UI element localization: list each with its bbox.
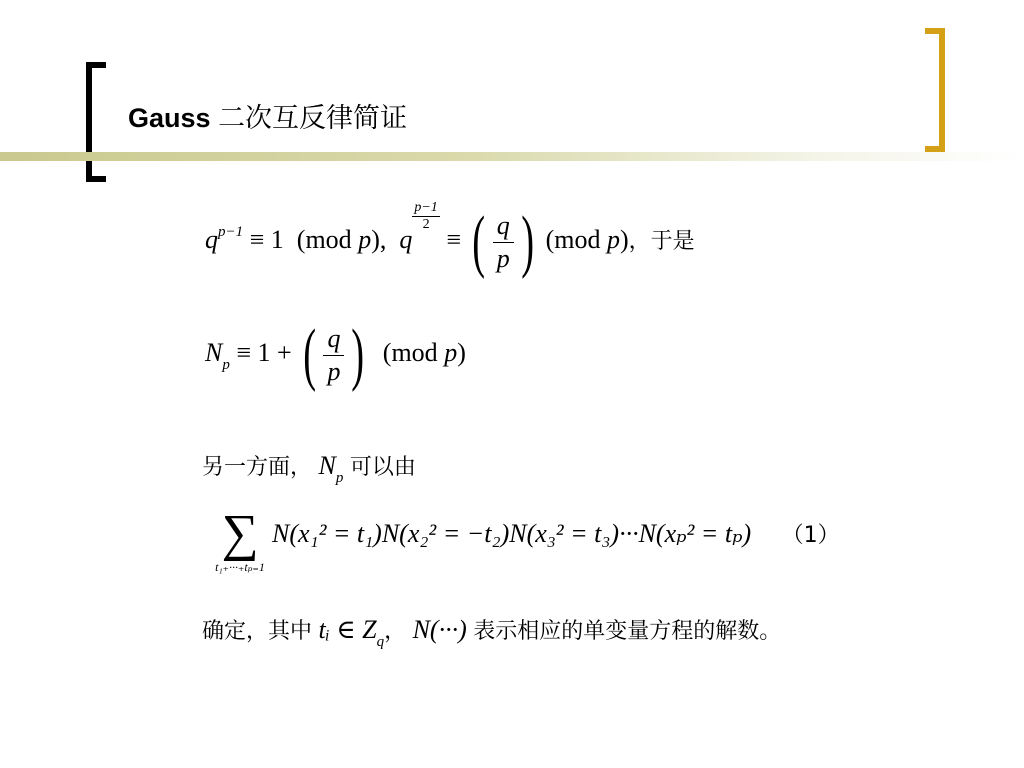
paren-close: ), (371, 225, 387, 254)
legendre-symbol: ( $\frac{q}{p}$ ) (303, 316, 365, 393)
subscript: p (335, 470, 344, 486)
congruence: ≡ (446, 225, 461, 254)
exponent-fraction: $\frac{p-1}{2}$ (414, 200, 438, 232)
text-suffix: 表示相应的单变量方程的解数。 (473, 619, 782, 644)
left-bracket-decoration (86, 62, 106, 182)
subscript: p (222, 356, 230, 373)
summation-symbol: ∑ t₁₊···₊tₚ₌1 (200, 506, 280, 575)
var-q: q (399, 225, 413, 254)
var-N: N (205, 337, 223, 367)
expression: ≡ 1 + (236, 337, 292, 367)
text-tail: ，于是 (628, 229, 695, 254)
equation-line-4 (272, 518, 840, 549)
var-p: p (607, 225, 620, 254)
text-line-3 (202, 450, 416, 487)
text-prefix: 确定，其中 (202, 619, 313, 644)
subscript: q (376, 634, 385, 650)
N-function: N(···) (412, 615, 467, 644)
var-N: N (318, 451, 336, 480)
congruence: ≡ 1 (249, 225, 284, 254)
product-expression: N(x₁² = t₁)N(x₂² = −t₂)N(x₃² = t₃)···N(xₚ² = tₚ) (272, 519, 752, 548)
slide-title (128, 96, 407, 135)
var-q: q (205, 225, 218, 254)
text-line-5: 确定，其中 tᵢ ∈ $Z_q$， N(···) 表示相应的单变量方程的解数。 (202, 615, 782, 650)
mod-text: (mod (296, 225, 352, 254)
mod-text: (mod (382, 337, 438, 367)
equation-line-1 (205, 200, 695, 281)
right-bracket-decoration (925, 28, 945, 152)
title-cjk: 二次互反律简证 (218, 103, 408, 134)
exponent: p−1 (218, 224, 244, 240)
title-underline-bar (0, 152, 1024, 161)
mod-text: (mod (545, 225, 601, 254)
equation-number: （1） (781, 523, 840, 548)
paren-close: ) (457, 337, 466, 367)
title-latin: Gauss (128, 103, 211, 133)
var-p: p (358, 225, 372, 254)
membership-expr: tᵢ ∈ Z (318, 615, 377, 644)
equation-line-2 (205, 316, 466, 393)
paren-close: ) (620, 225, 629, 254)
text-prefix: 另一方面， (202, 455, 313, 480)
legendre-symbol: ( $\frac{q}{p}$ ) (472, 203, 534, 281)
text-suffix: 可以由 (349, 455, 416, 480)
summation-index: t₁₊···₊tₚ₌1 (215, 560, 265, 574)
var-p: p (444, 337, 458, 367)
